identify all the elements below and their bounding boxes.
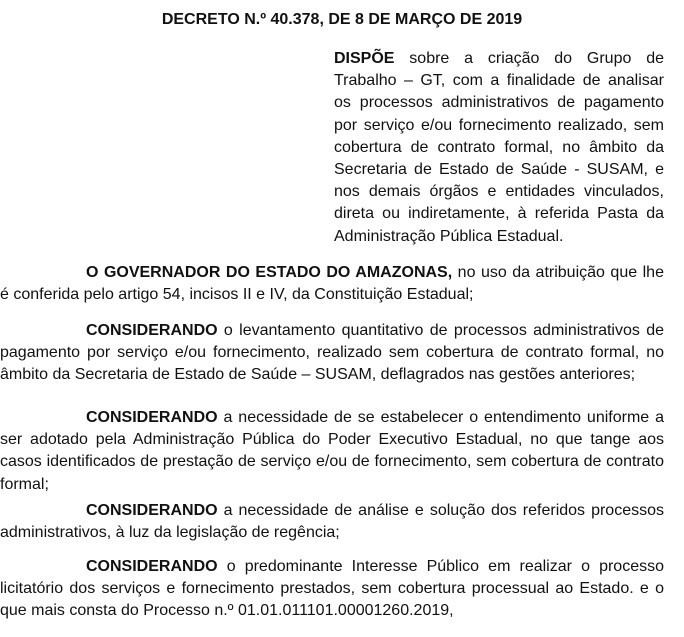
preamble-text: no uso da atribuição que lhe é conferida pelo artigo 54, incisos II e IV, da Constituição Estadual; [0, 264, 664, 304]
considerando-lead: CONSIDERANDO [86, 409, 218, 426]
considerando-paragraph-4 [0, 556, 664, 623]
considerando-lead: CONSIDERANDO [86, 502, 218, 519]
decree-title: DECRETO N.º 40.378, DE 8 DE MARÇO DE 2019 [161, 11, 523, 28]
considerando-text: a necessidade de análise e solução dos referidos processos administrativos, à luz da legislação de regência; [0, 502, 664, 542]
ementa-text: sobre a criação do Grupo de Trabalho – GT, com a finalidade de analisar os processos administrativos de pagamento por serviço e/ou fornecimento realizado, sem cobertura de contrato formal, no âmbito da Secretaria de Estado de Saúde - SUSAM, e nos demais órgãos e entidades vinculados, direta ou indiretamente, à referida Pasta da Administração Pública Estadual. [334, 50, 664, 245]
considerando-lead: CONSIDERANDO [86, 322, 218, 339]
considerando-lead: CONSIDERANDO [86, 558, 218, 575]
preamble-lead: O GOVERNADOR DO ESTADO DO AMAZONAS, [86, 264, 453, 281]
decree-ementa [334, 48, 664, 248]
considerando-text: o predominante Interesse Público em realizar o processo licitatório dos serviços e fornecimento prestados, sem cobertura processual ao Estado. e o que mais consta do Processo n.º 01.01.011101.00001260.2019, [0, 558, 665, 620]
considerando-paragraph-2 [0, 407, 664, 496]
considerando-text: o levantamento quantitativo de processos administrativos de pagamento por serviço e/ou fornecimento, realizado sem cobertura de contrato formal, no âmbito da Secretaria de Estado de Saúde – SUSAM, deflagrados nas gestões anteriores; [0, 322, 665, 384]
ementa-lead: DISPÕE [334, 50, 395, 67]
preamble-paragraph [0, 262, 664, 306]
considerando-paragraph-3 [0, 500, 664, 544]
considerando-paragraph-1 [0, 320, 664, 387]
considerando-text: a necessidade de se estabelecer o entendimento uniforme a ser adotado pela Administração Pública do Poder Executivo Estadual, no que tange aos casos identificados de prestação de serviço e/ou de fornecimento, sem cobertura de contrato formal; [0, 409, 664, 493]
